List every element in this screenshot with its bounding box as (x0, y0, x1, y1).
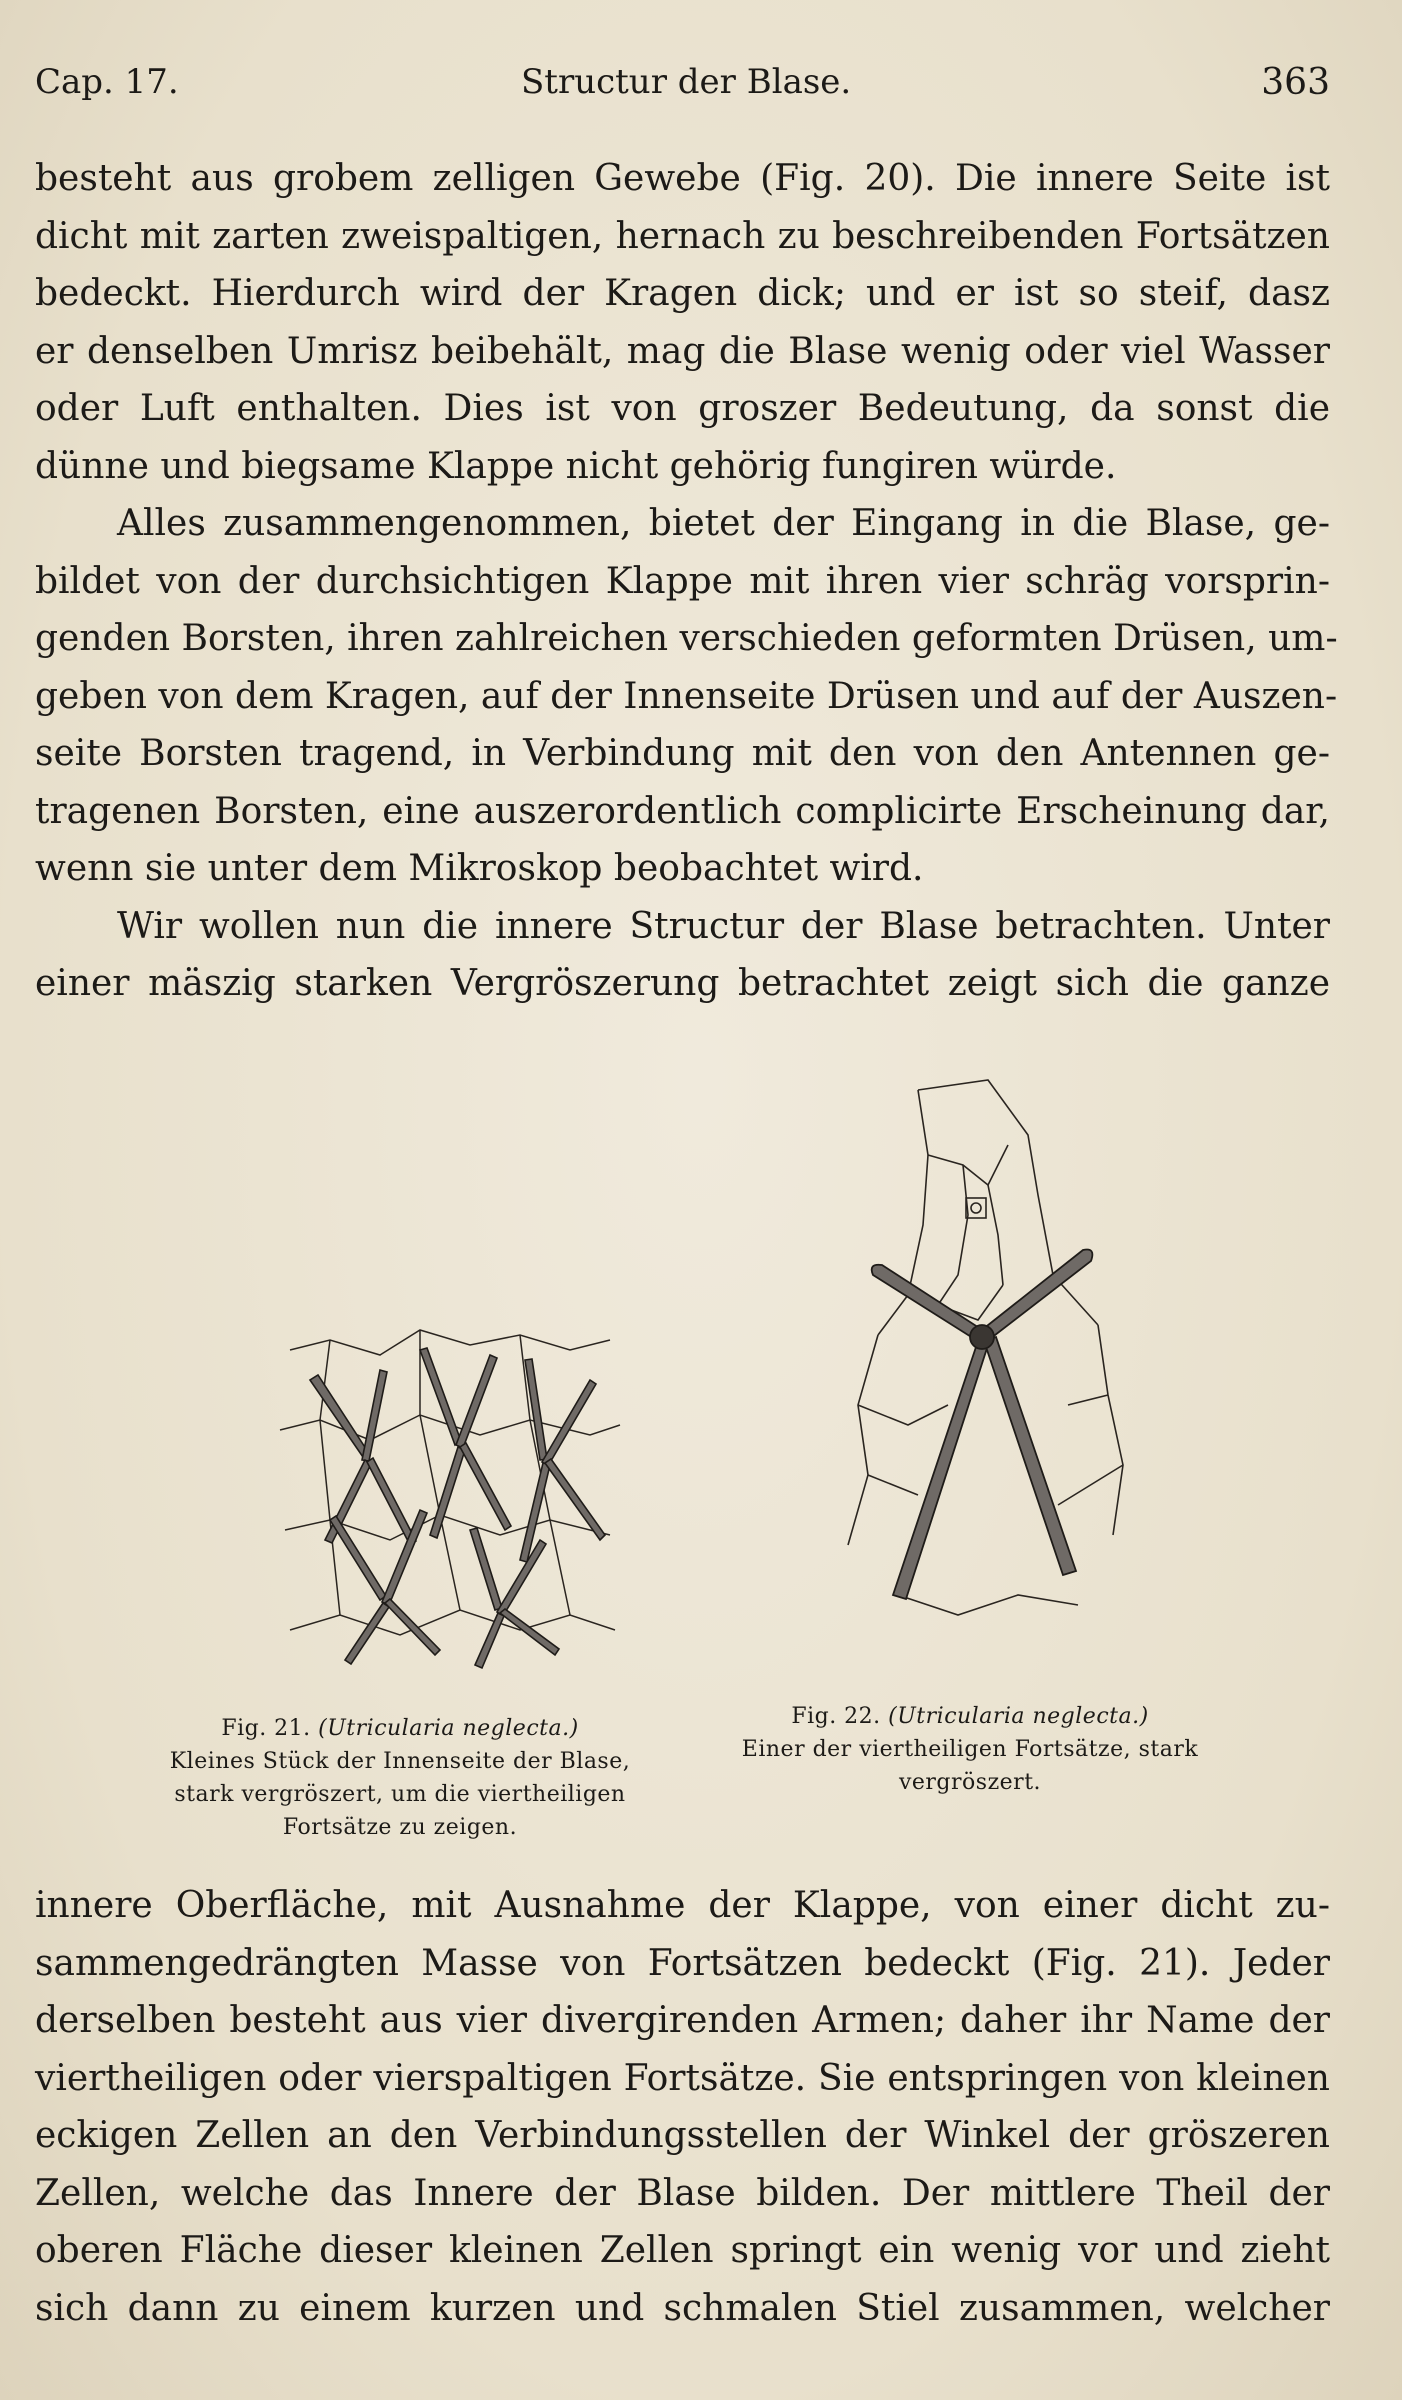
text-line: eckigen Zellen an den Verbindungsstellen der Winkel der gröszeren (35, 2115, 1330, 2156)
text-line: bildet von der durchsichtigen Klappe mit ihren vier schräg vorsprin- (35, 560, 1330, 602)
figure-21-species: (Utricularia neglecta.) (318, 1716, 579, 1741)
text-line: oder Luft enthalten. Dies ist von groszer Bedeutung, da sonst die (35, 388, 1330, 429)
caption-line: Fortsätze zu zeigen. (282, 1815, 518, 1840)
figure-22-illustration (838, 1075, 1138, 1655)
figure-22-caption (690, 1700, 1250, 1799)
text-line: geben von dem Kragen, auf der Innenseite Drüsen und auf der Auszen- (35, 675, 1338, 717)
text-line: dicht mit zarten zweispaltigen, hernach zu beschreibenden Fortsätzen (35, 215, 1330, 257)
caption-line: Kleines Stück der Innenseite der Blase, (169, 1749, 631, 1774)
text-line: bedeckt. Hierdurch wird der Kragen dick; und er ist so steif, dasz (35, 273, 1330, 314)
text-line: tragenen Borsten, eine auszerordentlich complicirte Erscheinung dar, (35, 790, 1330, 832)
text-line: oberen Fläche dieser kleinen Zellen springt ein wenig vor und zieht (35, 2230, 1330, 2271)
text-line: sammengedrängten Masse von Fortsätzen bedeckt (Fig. 21). Jeder (35, 1942, 1330, 1984)
running-header (35, 62, 1330, 110)
text-line: besteht aus grobem zelligen Gewebe (Fig. 20). Die innere Seite ist (35, 158, 1330, 199)
text-line: wenn sie unter dem Mikroskop beobachtet wird. (35, 848, 924, 889)
figure-22-label: Fig. 22. (791, 1704, 881, 1729)
text-line: viertheiligen oder vierspaltigen Fortsätze. Sie entspringen von kleinen (35, 2057, 1330, 2099)
caption-line: Einer der viertheiligen Fortsätze, stark (741, 1737, 1199, 1762)
figure-21-caption (120, 1712, 680, 1844)
text-line: Wir wollen nun die innere Structur der Blase betrachten. Unter (117, 905, 1330, 947)
text-line: seite Borsten tragend, in Verbindung mit den von den Antennen ge- (35, 733, 1330, 774)
text-line: Alles zusammengenommen, bietet der Eingang in die Blase, ge- (117, 503, 1330, 544)
text-line: dünne und biegsame Klappe nicht gehörig fungiren würde. (35, 445, 1117, 487)
figure-21-label: Fig. 21. (221, 1716, 311, 1741)
running-title: Structur der Blase. (521, 62, 852, 102)
figure-22-species: (Utricularia neglecta.) (888, 1704, 1149, 1729)
body-text-top (35, 150, 1338, 1013)
chapter-label: Cap. 17. (35, 62, 179, 102)
figure-21-illustration (270, 1310, 630, 1680)
body-text-bottom (35, 1877, 1330, 2337)
text-line: einer mäszig starken Vergröszerung betrachtet zeigt sich die ganze (35, 963, 1330, 1004)
text-line: genden Borsten, ihren zahlreichen verschieden geformten Drüsen, um- (35, 618, 1338, 659)
text-line: sich dann zu einem kurzen und schmalen Stiel zusammen, welcher (35, 2287, 1330, 2329)
caption-line: stark vergröszert, um die viertheiligen (174, 1782, 626, 1807)
text-line: Zellen, welche das Innere der Blase bilden. Der mittlere Theil der (35, 2172, 1330, 2214)
text-line: er denselben Umrisz beibehält, mag die Blase wenig oder viel Wasser (35, 330, 1330, 372)
page-number: 363 (1261, 62, 1330, 103)
caption-line: vergröszert. (898, 1770, 1042, 1795)
text-line: innere Oberfläche, mit Ausnahme der Klappe, von einer dicht zu- (35, 1885, 1330, 1926)
text-line: derselben besteht aus vier divergirenden Armen; daher ihr Name der (35, 2000, 1330, 2041)
